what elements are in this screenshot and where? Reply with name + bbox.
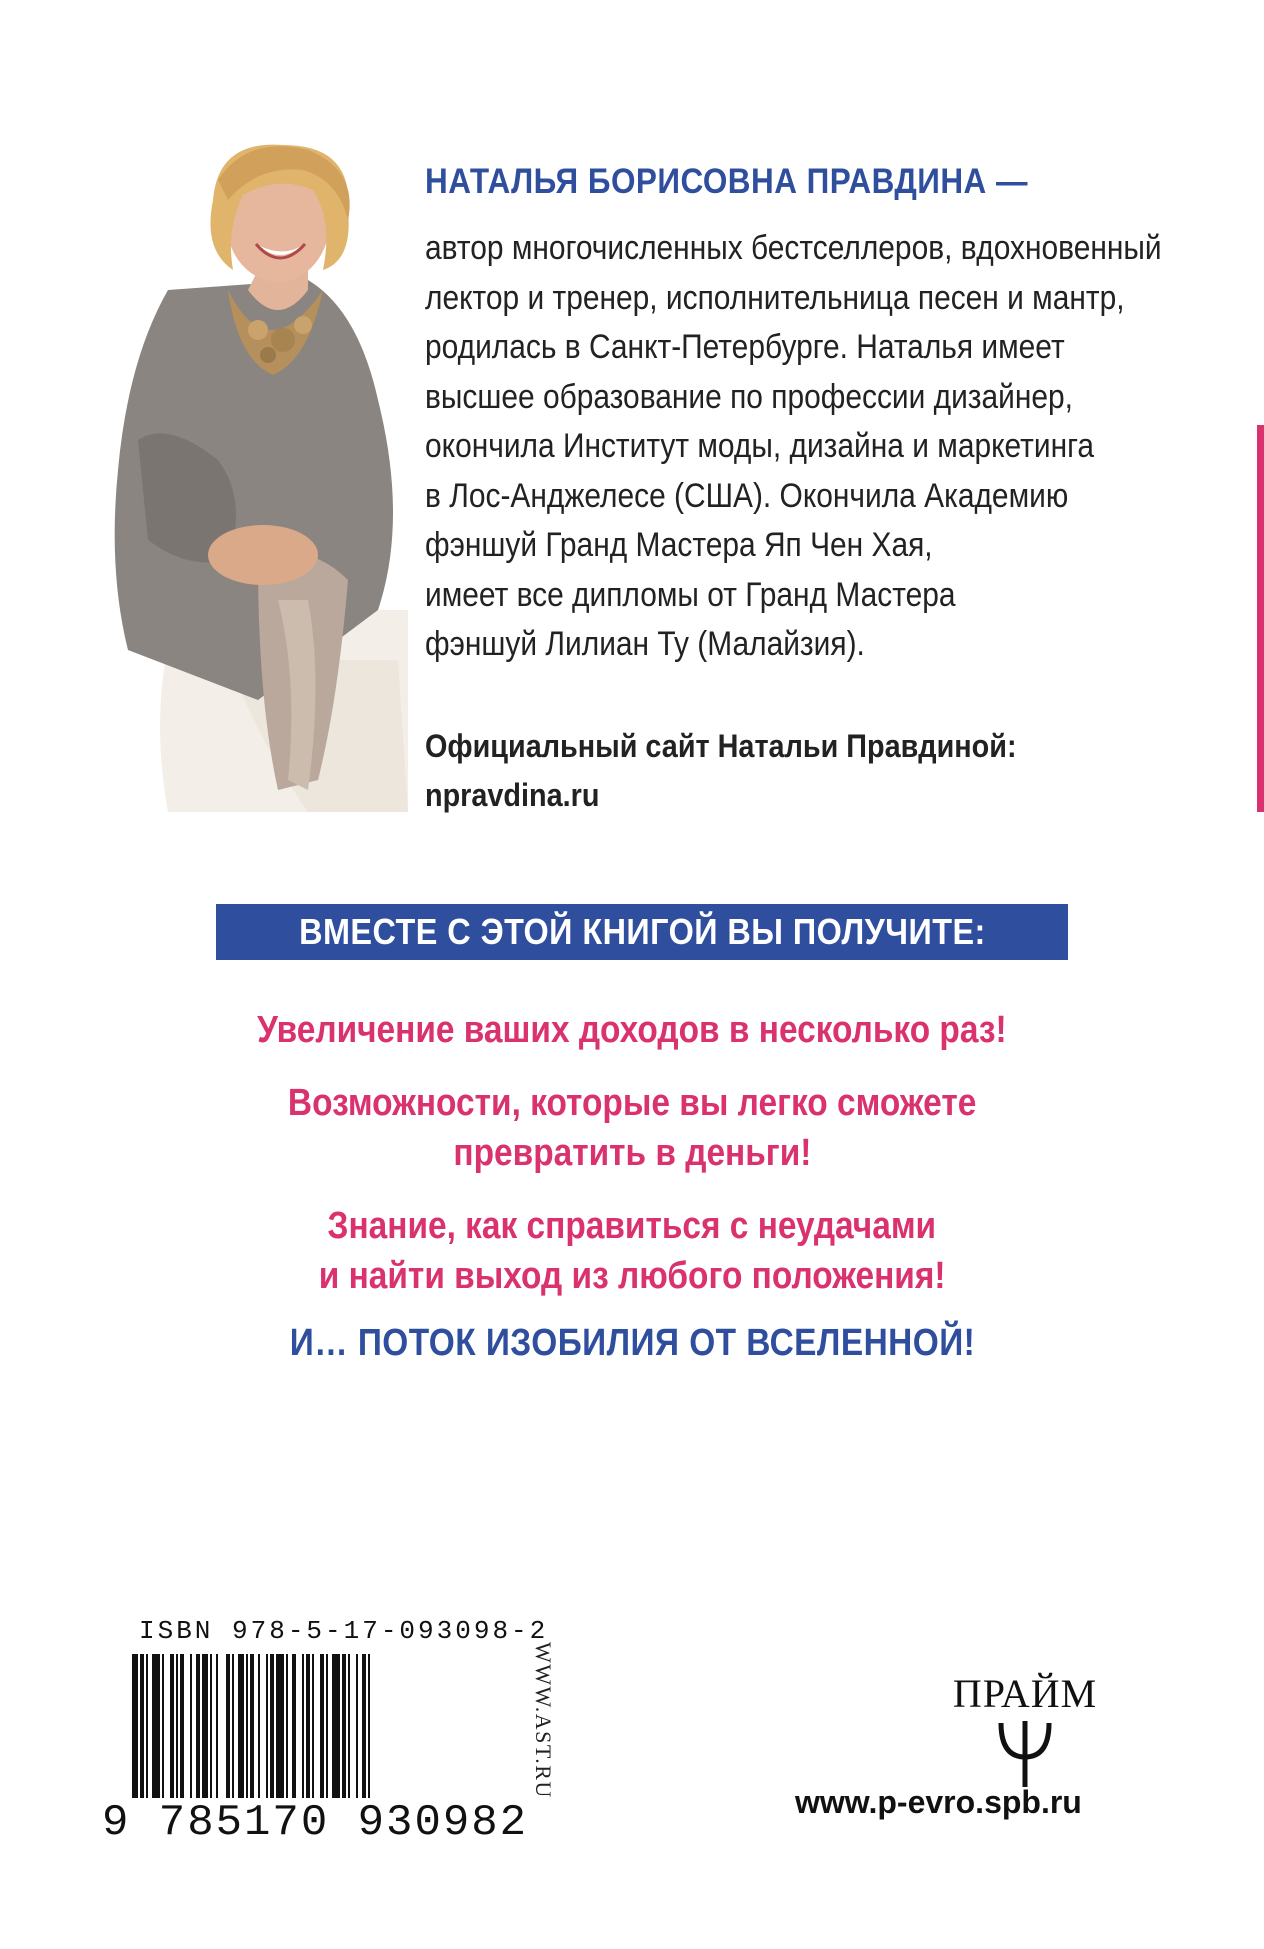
- author-photo: [108, 140, 408, 812]
- barcode-bar: [210, 1654, 212, 1804]
- closing-tagline: [0, 1322, 1264, 1365]
- benefit-line: и найти выход из любого положения!: [318, 1255, 946, 1297]
- closing-tagline-text: И… ПОТОК ИЗОБИЛИЯ ОТ ВСЕЛЕННОЙ!: [289, 1322, 975, 1364]
- publisher-logo: [935, 1670, 1115, 1789]
- barcode-bar: [362, 1654, 366, 1804]
- official-site-link[interactable]: npravdina.ru: [425, 777, 600, 813]
- benefit-line: превратить в деньги!: [452, 1132, 812, 1174]
- barcode-bar: [326, 1654, 328, 1804]
- barcode-bar: [348, 1654, 350, 1804]
- bio-line: автор многочисленных бестселлеров, вдохновенный: [425, 229, 1162, 267]
- barcode-bar: [292, 1654, 296, 1804]
- barcode-bar: [196, 1654, 200, 1804]
- publisher-name: ПРАЙМ: [952, 1671, 1098, 1716]
- barcode-bar: [306, 1654, 310, 1804]
- psi-symbol-icon: [993, 1717, 1057, 1789]
- bio-line: родилась в Санкт-Петербурге. Наталья имеет: [425, 328, 1065, 366]
- bio-line: в Лос-Анджелесе (США). Окончила Академию: [425, 476, 1069, 515]
- barcode-bar: [226, 1654, 230, 1804]
- barcode-bar: [246, 1654, 248, 1804]
- benefit-item: [0, 1005, 1264, 1055]
- promo-banner-text: ВМЕСТЕ С ЭТОЙ КНИГОЙ ВЫ ПОЛУЧИТЕ:: [298, 911, 986, 952]
- barcode-bar: [140, 1654, 144, 1804]
- barcode-bar: [190, 1654, 192, 1804]
- bio-line: лектор и тренер, исполнительница песен и мантр,: [425, 278, 1125, 317]
- barcode-bar: [202, 1654, 208, 1804]
- barcode-bar: [152, 1654, 160, 1804]
- barcode-bar: [232, 1654, 234, 1804]
- barcode-bar: [342, 1654, 346, 1804]
- bio-line: имеет все дипломы от Гранд Мастера: [425, 575, 956, 614]
- barcode-bar: [320, 1654, 324, 1804]
- barcode-bar: [170, 1654, 174, 1804]
- barcode-bar: [132, 1654, 138, 1804]
- barcode-bar: [276, 1654, 284, 1804]
- barcode-bar: [250, 1654, 254, 1804]
- barcode-bar: [286, 1654, 288, 1804]
- barcode-bar: [302, 1654, 304, 1804]
- benefit-item: [0, 1078, 1264, 1178]
- barcode-digits: 9 785170 930982: [102, 1798, 529, 1848]
- barcode-bar: [266, 1654, 268, 1804]
- barcode-bar: [216, 1654, 218, 1804]
- bio-line: окончила Институт моды, дизайна и маркетинга: [425, 427, 1095, 465]
- barcode-bar: [270, 1654, 274, 1804]
- barcode-bar: [312, 1654, 314, 1804]
- benefit-line: Возможности, которые вы легко сможете: [287, 1082, 977, 1124]
- barcode-bar: [180, 1654, 184, 1804]
- pink-edge-stripe: [1257, 425, 1264, 812]
- barcode: [130, 1654, 530, 1814]
- benefit-item: [0, 1201, 1264, 1301]
- bio-line: фэншуй Гранд Мастера Яп Чен Хая,: [425, 526, 933, 564]
- author-bio: [425, 224, 1262, 670]
- barcode-bar: [332, 1654, 340, 1804]
- barcode-bar: [368, 1654, 370, 1804]
- ast-website[interactable]: WWW.AST.RU: [531, 1642, 556, 1799]
- publisher-website[interactable]: www.p-evro.spb.ru: [795, 1784, 1082, 1820]
- barcode-bar: [258, 1654, 260, 1804]
- isbn-label: ISBN 978-5-17-093098-2: [139, 1616, 549, 1646]
- promo-banner: [216, 904, 1068, 960]
- author-name: НАТАЛЬЯ БОРИСОВНА ПРАВДИНА —: [425, 162, 1028, 201]
- barcode-bar: [162, 1654, 164, 1804]
- bio-line: высшее образование по профессии дизайнер,: [425, 377, 1074, 416]
- benefits-list: [0, 1005, 1264, 1324]
- bio-line: фэншуй Лилиан Ту (Малайзия).: [425, 625, 865, 663]
- barcode-bar: [146, 1654, 148, 1804]
- benefit-line: Знание, как справиться с неудачами: [327, 1205, 937, 1247]
- benefit-line: Увеличение ваших доходов в несколько раз!: [257, 1009, 1007, 1051]
- barcode-bar: [238, 1654, 244, 1804]
- official-site-label: Официальный сайт Натальи Правдиной:: [425, 728, 1017, 764]
- barcode-bar: [356, 1654, 358, 1804]
- barcode-bar: [176, 1654, 178, 1804]
